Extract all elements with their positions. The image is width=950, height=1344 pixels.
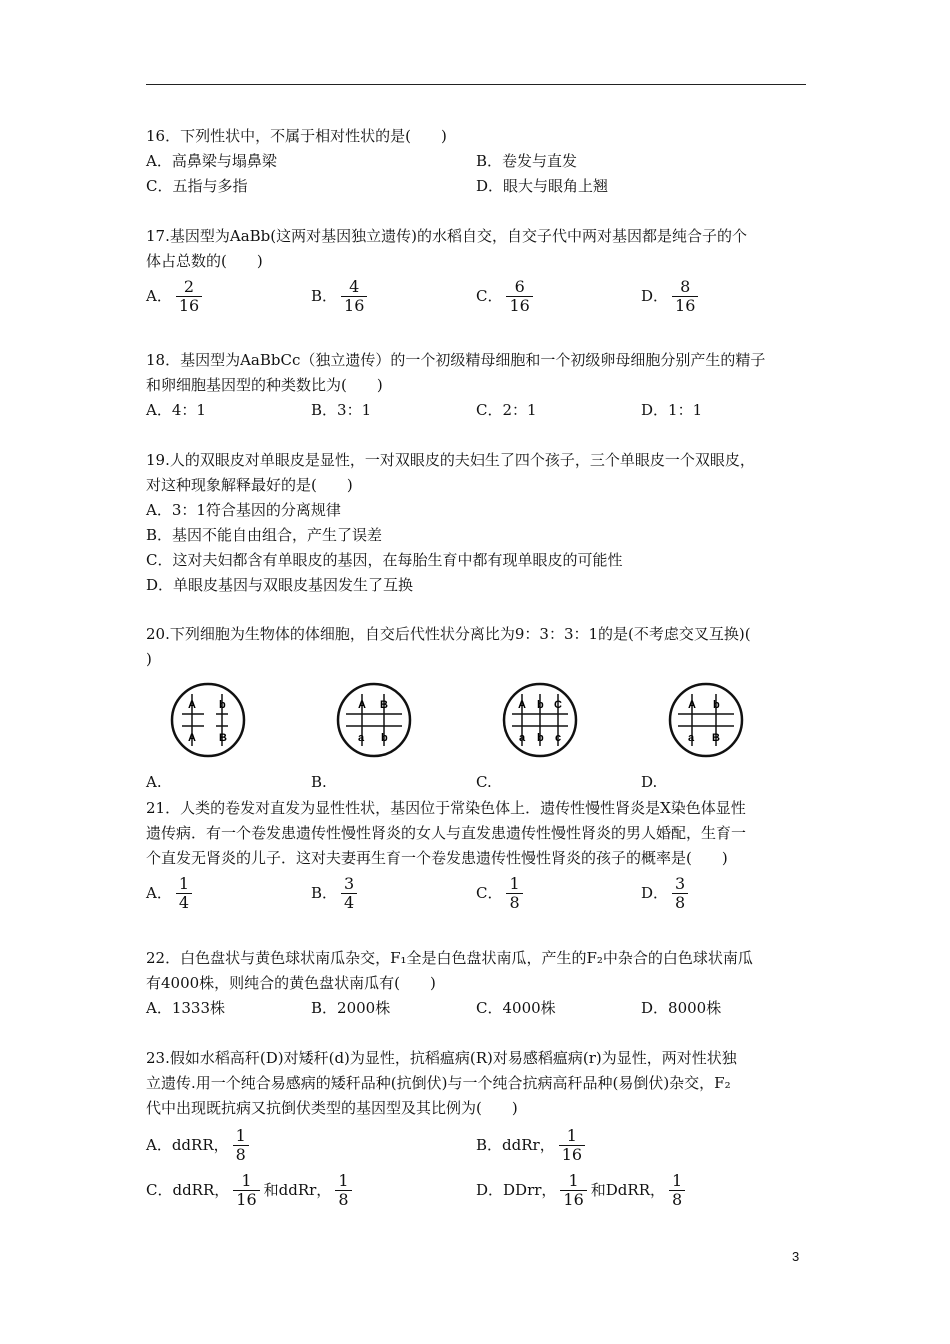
fraction: $\frac{4}{16}$ (341, 278, 367, 315)
gene-label: A (188, 699, 196, 711)
question-21-stem-line3: 个直发无肾炎的儿子．这对夫妻再生育一个卷发患遗传性慢性肾炎的孩子的概率是( ) (146, 849, 728, 867)
option-a[interactable]: A. (146, 773, 162, 791)
gene-label: B (380, 699, 388, 711)
option-a[interactable]: A． $\frac{2}{16}$ (146, 278, 311, 315)
fraction: $\frac{1}{16}$ (233, 1172, 259, 1209)
question-19-stem-line1: 19.人的双眼皮对单眼皮是显性，一对双眼皮的夫妇生了四个孩子，三个单眼皮一个双眼皮， (146, 451, 755, 469)
gene-label: b (381, 732, 388, 744)
cell-diagram-d[interactable] (666, 680, 746, 764)
option-a[interactable]: A．3：1符合基因的分离规律 (146, 501, 341, 519)
fraction: $\frac{3}{4}$ (341, 875, 357, 912)
option-d[interactable]: D．DDrr， $\frac{1}{16}$ 和DdRR， $\frac{1}{8}$ (476, 1172, 806, 1209)
cell-diagram-b[interactable] (334, 680, 414, 764)
option-c[interactable]: C. (476, 773, 492, 791)
option-c[interactable]: C．2：1 (476, 401, 537, 419)
question-17-options (146, 278, 808, 315)
option-d[interactable]: D．1：1 (641, 401, 703, 419)
fraction: $\frac{1}{8}$ (233, 1127, 249, 1164)
question-22-stem-line2: 有4000株，则纯合的黄色盘状南瓜有( ) (146, 974, 436, 992)
option-a[interactable]: A．高鼻梁与塌鼻梁 (146, 152, 277, 170)
gene-label: b (537, 699, 544, 711)
option-d[interactable]: D． $\frac{8}{16}$ (641, 278, 806, 315)
gene-label: A (358, 699, 366, 711)
gene-label: C (554, 699, 562, 711)
option-d[interactable]: D．眼大与眼角上翘 (476, 177, 609, 195)
fraction: $\frac{1}{4}$ (176, 875, 192, 912)
option-d[interactable]: D． $\frac{3}{8}$ (641, 875, 806, 912)
question-21-options (146, 875, 808, 912)
option-b[interactable]: B．2000株 (311, 999, 391, 1017)
option-d[interactable]: D. (641, 773, 658, 791)
question-21-stem-line2: 遗传病．有一个卷发患遗传性慢性肾炎的女人与直发患遗传性慢性肾炎的男人婚配，生育一 (146, 824, 747, 842)
fraction: $\frac{2}{16}$ (176, 278, 202, 315)
gene-label: A (188, 732, 196, 744)
option-d[interactable]: D．单眼皮基因与双眼皮基因发生了互换 (146, 576, 414, 594)
question-20-stem-line2: ) (146, 650, 152, 668)
option-c[interactable]: C．4000株 (476, 999, 556, 1017)
question-16 (146, 124, 808, 199)
fraction: $\frac{1}{16}$ (559, 1127, 585, 1164)
cell-diagram-c[interactable] (500, 680, 580, 764)
question-18 (146, 348, 808, 423)
question-18-stem-line1: 18．基因型为AaBbCc（独立遗传）的一个初级精母细胞和一个初级卵母细胞分别产生的精子 (146, 351, 766, 369)
cell-diagram-a[interactable] (168, 680, 248, 764)
option-a[interactable]: A．1333株 (146, 999, 226, 1017)
fraction: $\frac{1}{8}$ (506, 875, 522, 912)
question-16-options-row2 (146, 174, 808, 199)
option-c[interactable]: C． $\frac{1}{8}$ (476, 875, 641, 912)
option-d[interactable]: D．8000株 (641, 999, 722, 1017)
question-23-stem-line2: 立遗传.用一个纯合易感病的矮秆品种(抗倒伏)与一个纯合抗病高秆品种(易倒伏)杂交，F₂ (146, 1074, 731, 1092)
gene-label: b (219, 699, 226, 711)
gene-label: a (688, 732, 695, 744)
question-17 (146, 224, 808, 315)
option-c[interactable]: C．ddRR， $\frac{1}{16}$ 和ddRr， $\frac{1}{8}$ (146, 1172, 476, 1209)
option-b[interactable]: B. (311, 773, 327, 791)
option-b[interactable]: B． $\frac{4}{16}$ (311, 278, 476, 315)
gene-label: c (555, 732, 562, 744)
fraction: $\frac{1}{16}$ (560, 1172, 586, 1209)
question-17-stem-line2: 体占总数的( ) (146, 252, 263, 270)
question-18-stem-line2: 和卵细胞基因型的种类数比为( ) (146, 376, 383, 394)
fraction: $\frac{8}{16}$ (672, 278, 698, 315)
cell-diagrams (146, 680, 808, 770)
question-23-stem-line3: 代中出现既抗病又抗倒伏类型的基因型及其比例为( ) (146, 1099, 518, 1117)
fraction: $\frac{1}{8}$ (335, 1172, 351, 1209)
option-c[interactable]: C．五指与多指 (146, 177, 248, 195)
option-a[interactable]: A．4：1 (146, 401, 206, 419)
gene-label: a (358, 732, 365, 744)
gene-label: b (713, 699, 720, 711)
question-20-options (146, 770, 808, 795)
option-b[interactable]: B．卷发与直发 (476, 152, 578, 170)
page-number: 3 (792, 1249, 800, 1264)
question-21 (146, 796, 808, 912)
option-b[interactable]: B．基因不能自由组合，产生了误差 (146, 526, 383, 544)
option-c[interactable]: C．这对夫妇都含有单眼皮的基因，在每胎生育中都有现单眼皮的可能性 (146, 551, 623, 569)
fraction: $\frac{1}{8}$ (669, 1172, 685, 1209)
question-22 (146, 946, 808, 1021)
option-b[interactable]: B．3：1 (311, 401, 372, 419)
option-c[interactable]: C． $\frac{6}{16}$ (476, 278, 641, 315)
option-b[interactable]: B． $\frac{3}{4}$ (311, 875, 476, 912)
question-23-stem-line1: 23.假如水稻高秆(D)对矮秆(d)为显性，抗稻瘟病(R)对易感稻瘟病(r)为显性，两对性状独 (146, 1049, 737, 1067)
gene-label: a (519, 732, 526, 744)
fraction: $\frac{3}{8}$ (672, 875, 688, 912)
question-23-options-row1 (146, 1127, 808, 1164)
question-22-stem-line1: 22．白色盘状与黄色球状南瓜杂交，F₁全是白色盘状南瓜，产生的F₂中杂合的白色球状南瓜 (146, 949, 753, 967)
gene-label: A (688, 699, 696, 711)
option-a[interactable]: A． $\frac{1}{4}$ (146, 875, 311, 912)
fraction: $\frac{6}{16}$ (506, 278, 532, 315)
question-19-stem-line2: 对这种现象解释最好的是( ) (146, 476, 353, 494)
question-22-options (146, 996, 808, 1021)
question-23 (146, 1046, 808, 1209)
option-a[interactable]: A．ddRR， $\frac{1}{8}$ (146, 1127, 476, 1164)
option-b[interactable]: B．ddRr， $\frac{1}{16}$ (476, 1127, 806, 1164)
header-rule (146, 84, 806, 85)
question-20 (146, 622, 808, 795)
question-21-stem-line1: 21．人类的卷发对直发为显性性状，基因位于常染色体上．遗传性慢性肾炎是X染色体显性 (146, 799, 746, 817)
question-18-options (146, 398, 808, 423)
question-23-options-row2 (146, 1172, 808, 1209)
question-20-stem-line1: 20.下列细胞为生物体的体细胞，自交后代性状分离比为9：3：3：1的是(不考虑交叉互换)( (146, 625, 751, 643)
question-19 (146, 448, 808, 598)
question-17-stem-line1: 17.基因型为AaBb(这两对基因独立遗传)的水稻自交，自交子代中两对基因都是纯合子的个 (146, 227, 747, 245)
gene-label: A (518, 699, 526, 711)
question-16-stem: 16．下列性状中，不属于相对性状的是( ) (146, 127, 447, 145)
gene-label: B (712, 732, 720, 744)
gene-label: B (219, 732, 227, 744)
question-16-options-row1 (146, 149, 808, 174)
gene-label: b (537, 732, 544, 744)
